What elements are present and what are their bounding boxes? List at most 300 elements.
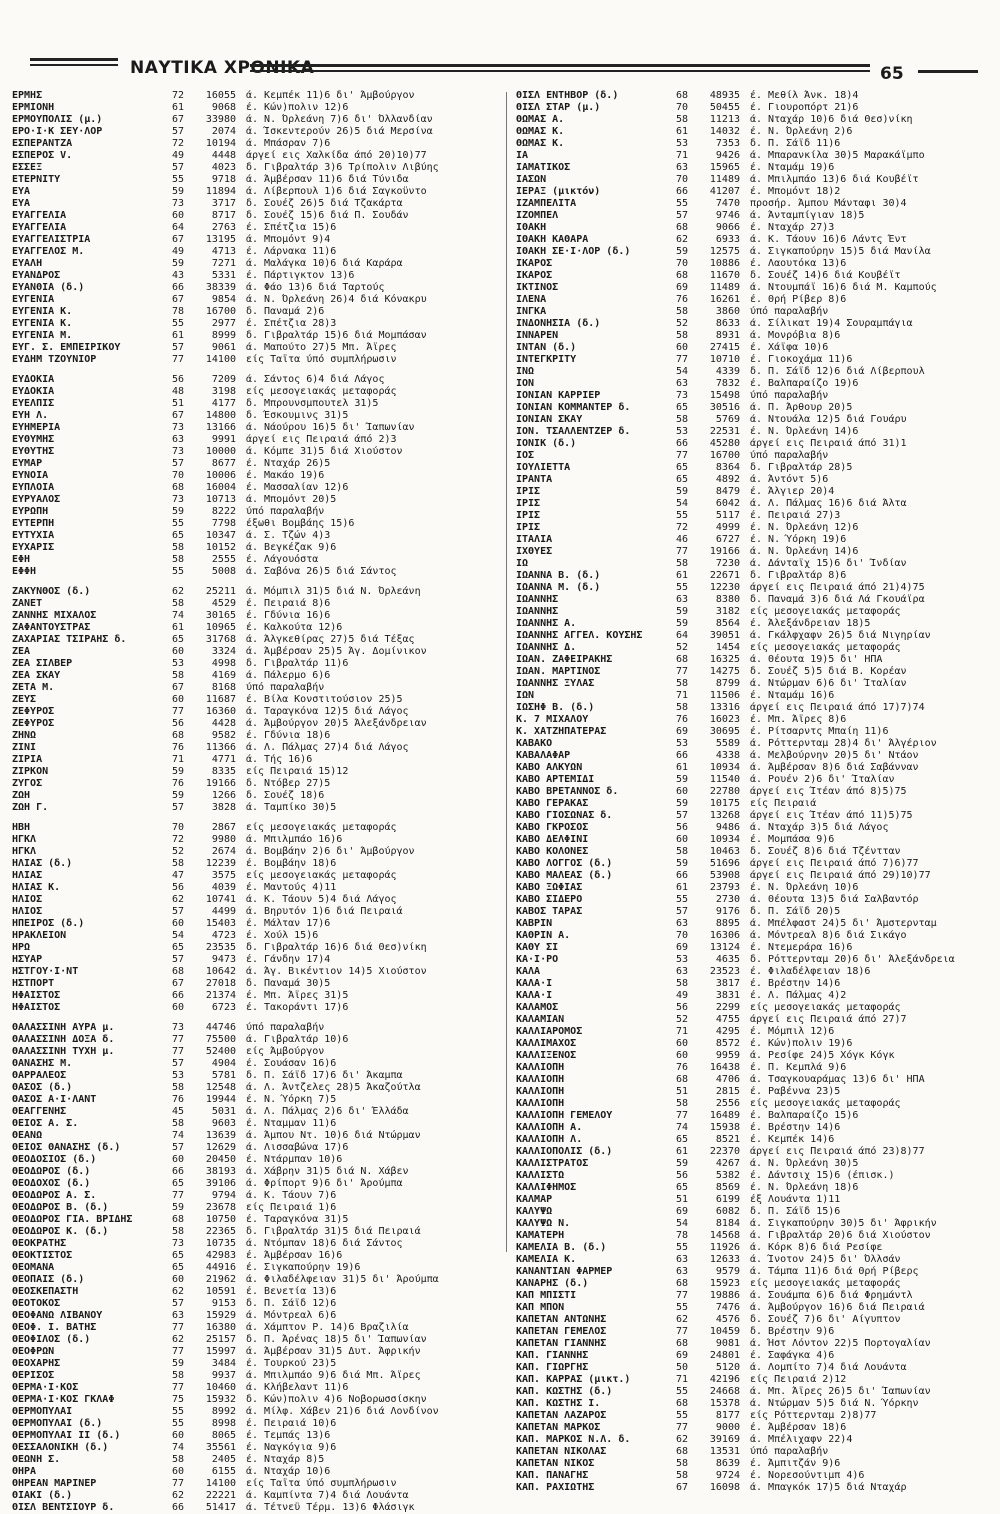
build-year: 52 (675, 318, 688, 329)
ship-status: ά. Άνταμπίγιαν 18)5 (750, 210, 865, 221)
ship-status: έ. Νταχάρ 27)3 (750, 222, 835, 233)
ship-status: είς Ρόττερνταμ 2)8)77 (750, 1410, 877, 1421)
ship-name: ΙΩ (516, 558, 529, 569)
ship-entry-row (516, 258, 984, 270)
tonnage: 5589 (715, 738, 740, 749)
ship-name: ΘΕΟΦ. Ι. ΒΑΤΗΣ (12, 1322, 97, 1333)
tonnage: 10750 (205, 1214, 236, 1225)
build-year: 58 (171, 1226, 184, 1237)
ship-entry-row (12, 694, 480, 706)
build-year: 68 (675, 654, 688, 665)
ship-status: προσήρ. Άμπου Μάνταφι 30)4 (750, 198, 907, 209)
build-year: 51 (675, 1086, 688, 1097)
ship-entry-row (516, 1038, 984, 1050)
ship-entry-row (12, 174, 480, 186)
tonnage: 9582 (211, 730, 236, 741)
tonnage: 7470 (715, 198, 740, 209)
ship-status: δ. Γιβραλτάρ 28)5 (750, 462, 853, 473)
ship-status: άργεί εις Πειραιά άπό 2)3 (246, 434, 397, 445)
build-year: 65 (675, 462, 688, 473)
ship-entry-row (516, 1146, 984, 1158)
build-year: 73 (171, 1022, 184, 1033)
ship-status: έ. Νταμάμ 19)6 (750, 162, 835, 173)
tonnage: 35561 (205, 1442, 236, 1453)
tonnage: 12239 (205, 858, 236, 869)
ship-name: ΗΠΕΙΡΟΣ (δ.) (12, 918, 85, 929)
ship-entry-row (12, 398, 480, 410)
ship-status: έ. Ν. Όρλεάνη 2)6 (750, 126, 853, 137)
ship-entry-row (12, 1262, 480, 1274)
tonnage: 19166 (205, 778, 236, 789)
ship-status: ά. Ρεσίφε 24)5 Χόγκ Κόγκ (750, 1050, 895, 1061)
ship-status: ά. Νταχάρ 10)6 (246, 1466, 331, 1477)
ship-name: ΘΕΡΜΑ·Ι·ΚΟΣ (12, 1382, 79, 1393)
tonnage: 27018 (205, 978, 236, 989)
ship-status: δ. Κών)πολιν 4)6 Νοβορωσσίσκην (246, 1394, 427, 1405)
ship-status: ά. Μπάσραν 7)6 (246, 138, 331, 149)
build-year: 57 (171, 954, 184, 965)
ship-entry-row (516, 390, 984, 402)
ship-name: ΕΥΤΕΡΠΗ (12, 518, 55, 529)
build-year: 77 (171, 354, 184, 365)
tonnage: 8799 (715, 678, 740, 689)
ship-entry-row (516, 1422, 984, 1434)
build-year: 66 (675, 870, 688, 881)
ship-name: ΚΑΠΕΤΑΝ ΝΙΚΟΣ (516, 1458, 595, 1469)
tonnage: 22365 (205, 1226, 236, 1237)
ship-name: ΙΡΙΣ (516, 522, 541, 533)
tonnage: 39106 (205, 1178, 236, 1189)
ship-name: ΚΑΠ. ΠΑΝΑΓΗΣ (516, 1470, 589, 1481)
ship-status: έ. Βαλπαραίζο 19)6 (750, 378, 859, 389)
build-year: 71 (675, 1374, 688, 1385)
build-year: 68 (675, 1446, 688, 1457)
build-year: 58 (171, 598, 184, 609)
ship-entry-row (516, 594, 984, 606)
tonnage: 9724 (715, 1470, 740, 1481)
ship-entry-row (12, 1070, 480, 1082)
ship-entry-row (12, 1226, 480, 1238)
ship-status: έ. Πειραιά 10)6 (246, 1418, 337, 1429)
tonnage: 4295 (715, 1026, 740, 1037)
build-year: 61 (171, 102, 184, 113)
ship-entry-row (516, 774, 984, 786)
tonnage: 4576 (715, 1314, 740, 1325)
ship-name: ΘΑΣΟΣ Α·Ι·ΛΑΝΤ (12, 1094, 97, 1105)
ship-name: ΕΣΣΕΞ (12, 162, 43, 173)
ship-entry-row (12, 822, 480, 834)
tonnage: 2763 (211, 222, 236, 233)
ship-status: ά. Μπομόντ 9)4 (246, 234, 331, 245)
build-year: 60 (171, 646, 184, 657)
ship-name: ΘΕΟΧΑΡΗΣ (12, 1358, 61, 1369)
build-year: 58 (675, 306, 688, 317)
ship-entry-row (12, 1058, 480, 1070)
ship-status: έ. Π. Κεμπλά 9)6 (750, 1062, 847, 1073)
ship-name: ΖΙΝΙ (12, 742, 37, 753)
ship-name: ΚΑΠ. ΚΩΣΤΗΣ (δ.) (516, 1386, 613, 1397)
ship-name: ΗΡΑΚΛΕΙΟΝ (12, 930, 67, 941)
ship-entry-row (516, 1230, 984, 1242)
ship-name: ΘΕΟΔΩΡΟΣ Β. (δ.) (12, 1202, 109, 1213)
ship-entry-row (12, 1178, 480, 1190)
ship-status: δ. Π. Άρένας 18)5 δι' Ίαπωνίαν (246, 1334, 427, 1345)
tonnage: 11894 (205, 186, 236, 197)
ship-status: δ. Γιβραλτάρ 11)6 (246, 658, 349, 669)
ship-status: έ. Ρίτσαρντς Μπαίη 11)6 (750, 726, 889, 737)
ship-name: ΕΥΓΕΝΙΑ (12, 294, 55, 305)
build-year: 77 (171, 1322, 184, 1333)
ship-entry-row (516, 654, 984, 666)
ship-status: ά. Ντόμπαν 18)6 διά Σάντος (246, 1238, 403, 1249)
ship-name: ΙΩΑΝΝΗΣ ΑΓΓΕΛ. ΚΟΥΣΗΣ (516, 630, 643, 641)
ship-entry-row (516, 990, 984, 1002)
ship-name: ΗΛΙΑΣ (12, 870, 43, 881)
tonnage: 45280 (709, 438, 740, 449)
ship-entry-row (516, 1182, 984, 1194)
ship-name: ΚΑΛΛΙΞΕΝΟΣ (516, 1050, 577, 1061)
ship-name: ΕΥΑΓΓΕΛΙΑ (12, 210, 67, 221)
ship-name: ΚΑΠΕΤΑΝ ΓΕΜΕΛΟΣ (516, 1326, 607, 1337)
tonnage: 3182 (715, 606, 740, 617)
ship-name: ΙΑΣΩΝ (516, 174, 547, 185)
ship-status: ά. Μπέλφαστ 24)5 δι' Άμστερνταμ (750, 918, 937, 929)
tonnage: 3484 (211, 1358, 236, 1369)
build-year: 66 (675, 186, 688, 197)
ship-status: ά. Σίλικατ 19)4 Σουραμπάγια (750, 318, 913, 329)
build-year: 60 (171, 210, 184, 221)
ship-entry-row (516, 330, 984, 342)
ship-entry-row (12, 1094, 480, 1106)
build-year: 71 (171, 754, 184, 765)
tonnage: 42983 (205, 1250, 236, 1261)
ship-entry-row (516, 186, 984, 198)
ship-name: ΖΑΚΥΝΘΟΣ (δ.) (12, 586, 91, 597)
publication-title: ΝΑΥΤΙΚΑ ΧΡΟΝΙΚΑ (130, 58, 315, 78)
build-year: 58 (675, 702, 688, 713)
ship-entry-row (516, 1242, 984, 1254)
build-year: 57 (171, 1298, 184, 1309)
ship-status: ά. Σαβόνα 26)5 διά Σάντος (246, 566, 397, 577)
ship-name: ΘΕΟΣΚΕΠΑΣΤΗ (12, 1286, 79, 1297)
ship-status: έ. Πάρτιγκτον 13)6 (246, 270, 355, 281)
ship-name: ΙΖΟΜΠΕΛ (516, 210, 559, 221)
build-year: 65 (675, 402, 688, 413)
build-year: 66 (171, 990, 184, 1001)
ship-status: ά. Κ. Τάουν 7)6 (246, 1190, 337, 1201)
ship-name: ΚΑΛΛΙΟΠΗ (516, 1086, 565, 1097)
ship-status: δ. Σουέζ 14)6 διά Κουβέϊτ (750, 270, 901, 281)
ship-name: ΚΑΝΑΝΤΙΑΝ ΦΑΡΜΕΡ (516, 1266, 613, 1277)
tonnage: 11213 (709, 114, 740, 125)
ship-entry-row (12, 846, 480, 858)
tonnage: 38339 (205, 282, 236, 293)
ship-name: ΖΙΡΙΑ (12, 754, 43, 765)
ship-name: ΙΑΜΑΤΙΚΟΣ (516, 162, 571, 173)
ship-name: ΖΑΦΑΝΤΟΥΣΤΡΑΣ (12, 622, 91, 633)
build-year: 49 (675, 990, 688, 1001)
tonnage: 3717 (211, 198, 236, 209)
ship-status: ά. Μαλάγκα 10)6 διά Καράρα (246, 258, 403, 269)
ship-name: ΙΟΝ (516, 378, 535, 389)
tonnage: 10000 (205, 446, 236, 457)
ship-status: έ. Άμβέρσαν 16)6 (246, 1250, 343, 1261)
build-year: 61 (675, 762, 688, 773)
ship-entry-row (516, 894, 984, 906)
ship-status: έ. Χάϊφα 10)6 (750, 342, 829, 353)
ship-entry-row (516, 786, 984, 798)
ship-status: έ. Μάλταν 17)6 (246, 918, 331, 929)
build-year: 65 (171, 1178, 184, 1189)
tonnage: 14100 (205, 354, 236, 365)
ship-name: ΙΘΑΚΗ ΚΑΘΑΡΑ (516, 234, 589, 245)
ship-entry-row (12, 834, 480, 846)
tonnage: 23793 (709, 882, 740, 893)
ship-entry-row (12, 354, 480, 366)
ship-status: είς Ταΐτα ύπό συμπλήρωσιν (246, 354, 397, 365)
ship-entry-row (12, 374, 480, 386)
ship-entry-row (516, 1434, 984, 1446)
tonnage: 3324 (211, 646, 236, 657)
ship-name: ΘΕΟΦΑΝΩ ΛΙΒΑΝΟΥ (12, 1310, 103, 1321)
ship-name: ΘΕΑΝΩ (12, 1130, 43, 1141)
ship-entry-row (516, 558, 984, 570)
ship-name: ΖΕΤΑ Μ. (12, 682, 55, 693)
ship-status: ά. Λ. Πάλμας 16)6 διά Άλτα (750, 498, 907, 509)
tonnage: 4723 (211, 930, 236, 941)
ship-entry-row (12, 482, 480, 494)
ship-entry-row (12, 718, 480, 730)
build-year: 62 (171, 894, 184, 905)
tonnage: 7271 (211, 258, 236, 269)
tonnage: 9603 (211, 1118, 236, 1129)
tonnage: 15923 (709, 1278, 740, 1289)
ship-status: έ. Άλγιερ 20)4 (750, 486, 835, 497)
ship-name: ΚΑΛΑΜΟΣ (516, 1002, 559, 1013)
ship-status: έ. Δάντσιχ 15)6 (έπισκ.) (750, 1170, 895, 1181)
ship-name: ΗΛΙΟΣ (12, 906, 43, 917)
ship-name: ΘΕΙΟΣ ΘΑΝΑΣΗΣ (δ.) (12, 1142, 121, 1153)
ship-entry-row (516, 762, 984, 774)
tonnage: 15938 (709, 1122, 740, 1133)
tonnage: 8569 (715, 1182, 740, 1193)
tonnage: 11670 (709, 270, 740, 281)
ship-status: δ. Π. Σάϊδ 11)6 (750, 138, 841, 149)
tonnage: 5382 (715, 1170, 740, 1181)
tonnage: 8998 (211, 1418, 236, 1429)
build-year: 68 (675, 222, 688, 233)
ship-entry-row (12, 942, 480, 954)
build-year: 66 (171, 1166, 184, 1177)
tonnage: 22531 (709, 426, 740, 437)
ship-status: έ. Τακοράντι 17)6 (246, 1002, 349, 1013)
ship-entry-row (516, 942, 984, 954)
tonnage: 7476 (715, 1302, 740, 1313)
tonnage: 25157 (205, 1334, 236, 1345)
ship-status: έ. Ν. Όρλεάνη 10)6 (750, 882, 859, 893)
ship-entry-row (516, 366, 984, 378)
ship-entry-row (12, 258, 480, 270)
ship-status: ά. Λομπίτο 7)4 διά Λουάντα (750, 1362, 907, 1373)
ship-status: ά. Μόντρεαλ 8)6 διά Σικάγο (750, 930, 907, 941)
ship-entry-row (12, 882, 480, 894)
ship-entry-row (12, 294, 480, 306)
ship-entry-row (12, 1130, 480, 1142)
ship-status: δ. Βρέστην 9)6 (750, 1326, 835, 1337)
ship-entry-row (12, 1106, 480, 1118)
ship-status: ά. Νταχάρ 10)6 διά Θεσ)νίκη (750, 114, 913, 125)
ship-status: ά. Νάούρου 16)5 δι' Ίαπωνίαν (246, 422, 415, 433)
ship-name: ΕΦΗ (12, 554, 31, 565)
ship-name: ΙΖΑΜΠΕΛΙΤΑ (516, 198, 577, 209)
build-year: 60 (675, 834, 688, 845)
build-year: 47 (171, 870, 184, 881)
ship-entry-row (12, 1250, 480, 1262)
ship-entry-row (12, 1406, 480, 1418)
ship-status: δ. Σουέζ 5)5 διά Β. Κορέαν (750, 666, 907, 677)
ship-name: ΘΗΡΕΑΝ ΜΑΡΙΝΕΡ (12, 1478, 97, 1489)
tonnage: 8335 (211, 766, 236, 777)
ship-status: είς μεσογειακάς μεταφοράς (750, 1002, 901, 1013)
build-year: 65 (171, 530, 184, 541)
build-year: 62 (675, 1314, 688, 1325)
ship-name: ΕΥΑΓΓΕΛΙΣΤΡΙΑ (12, 234, 91, 245)
ship-status: δ. Παναμά 2)6 (246, 306, 325, 317)
ship-entry-row (516, 1362, 984, 1374)
build-year: 68 (675, 1074, 688, 1085)
ship-name: ΙΟΝ. ΤΣΑΛΛΕΝΤΖΕΡ δ. (516, 426, 631, 437)
build-year: 55 (675, 1302, 688, 1313)
ship-status: ά. Μπιλμπάο 9)6 διά Μπ. Άϊρες (246, 1370, 421, 1381)
build-year: 63 (675, 918, 688, 929)
tonnage: 4529 (211, 598, 236, 609)
ship-entry-row (12, 198, 480, 210)
build-year: 58 (675, 330, 688, 341)
build-year: 55 (171, 1406, 184, 1417)
ship-status: ά. Κ. Τάουν 16)6 Λάντς Έντ (750, 234, 907, 245)
build-year: 66 (675, 438, 688, 449)
ship-status: ά. Άλγκεθίρας 27)5 διά Τέξας (246, 634, 415, 645)
tonnage: 2405 (211, 1454, 236, 1465)
tonnage: 3198 (211, 386, 236, 397)
ship-status: έ. Άλεξάνδρειαν 18)5 (750, 618, 871, 629)
ship-status: έ. Σουάσαν 16)6 (246, 1058, 337, 1069)
ship-status: έ. Γιουροπόρτ 21)6 (750, 102, 859, 113)
ship-entry-row (516, 426, 984, 438)
ship-status: έ. Ταραγκόνα 31)5 (246, 1214, 349, 1225)
ship-name: ΙΩΑΝΝΑ Μ. (δ.) (516, 582, 601, 593)
ship-entry-row (12, 742, 480, 754)
ship-status: ά. Νταχάρ 3)5 διά Λάγος (750, 822, 889, 833)
ship-entry-row (12, 1442, 480, 1454)
ship-name: ΘΕΟΜΑΝΑ (12, 1262, 55, 1273)
build-year: 75 (171, 1394, 184, 1405)
ship-name: ΙΘΑΚΗ (516, 222, 547, 233)
tonnage: 3817 (715, 978, 740, 989)
ship-name: ΗΣΥΑΡ (12, 954, 43, 965)
ship-name: ΕΣΠΕΡΟΣ V. (12, 150, 73, 161)
ship-entry-row (12, 1334, 480, 1346)
ship-name: ΚΑΒΟ ΣΙΔΕΡΟ (516, 894, 583, 905)
section-gap (12, 366, 480, 374)
ship-name: ΘΕΡΜΟΠΥΛΑΙ (12, 1406, 73, 1417)
ship-status: έ. Μπομόντ 18)2 (750, 186, 841, 197)
ship-name: ΚΑΛΛΙΦΗΜΟΣ (516, 1182, 577, 1193)
ship-entry-row (516, 978, 984, 990)
ship-name: ΘΕΟΚΤΙΣΤΟΣ (12, 1250, 73, 1261)
ship-status: έ. Μακάο 19)6 (246, 470, 325, 481)
ship-entry-row (516, 1026, 984, 1038)
build-year: 77 (675, 1326, 688, 1337)
ship-status: ά. Μπομόντ 20)5 (246, 494, 337, 505)
build-year: 61 (171, 330, 184, 341)
tonnage: 1266 (211, 790, 236, 801)
ship-entry-row (12, 542, 480, 554)
ship-entry-row (516, 822, 984, 834)
build-year: 57 (171, 126, 184, 137)
build-year: 73 (171, 1238, 184, 1249)
tonnage: 8639 (715, 1458, 740, 1469)
ship-status: έ. Ν. Ύόρκη 7)5 (246, 1094, 337, 1105)
ship-entry-row (12, 282, 480, 294)
tonnage: 14568 (709, 1230, 740, 1241)
ship-entry-row (12, 1394, 480, 1406)
ship-status: ά. Λ. Άντζελες 28)5 Άκαζούτλα (246, 1082, 421, 1093)
ship-entry-row (12, 90, 480, 102)
ship-name: ΕΥΤΥΧΙΑ (12, 530, 55, 541)
ship-name: ΙΩΑΝ. ΜΑΡΤΙΝΟΣ (516, 666, 601, 677)
ship-entry-row (12, 222, 480, 234)
build-year: 59 (675, 858, 688, 869)
build-year: 58 (675, 414, 688, 425)
ship-status: έ. Μόμπιλ 12)6 (750, 1026, 835, 1037)
ship-name: ΚΑΝΑΡΗΣ (δ.) (516, 1278, 589, 1289)
build-year: 60 (171, 1274, 184, 1285)
ship-status: ά. Γκάλφχαφν 26)5 διά Νιγηρίαν (750, 630, 931, 641)
ship-name: ΗΓΚΛ (12, 834, 37, 845)
ship-name: ΕΥΑ (12, 198, 31, 209)
ship-entry-row (12, 598, 480, 610)
build-year: 62 (171, 1286, 184, 1297)
ship-entry-row (516, 702, 984, 714)
ship-status: είς μεσογειακάς μεταφοράς (246, 870, 397, 881)
tonnage: 8380 (715, 594, 740, 605)
ship-entry-row (516, 906, 984, 918)
ship-name: ΚΑΠ. ΓΙΑΝΝΗΣ (516, 1350, 589, 1361)
ship-name: ΕΥΜΑΡ (12, 458, 43, 469)
ship-status: δ. Π. Σάϊδ 17)6 δι' Άκαμπα (246, 1070, 403, 1081)
ship-status: έ. Σπέτζια 15)6 (246, 222, 337, 233)
ship-status: έ. Φιλαδέλφειαν 18)6 (750, 966, 871, 977)
tonnage: 13195 (205, 234, 236, 245)
ship-status: ά. Πάλερμο 6)6 (246, 670, 331, 681)
ship-entry-row (516, 714, 984, 726)
tonnage: 16489 (709, 1110, 740, 1121)
ship-status: ά. Άγ. Βικέντιον 14)5 Χιούστον (246, 966, 427, 977)
ship-status: ά. Άμβούργον 20)5 Άλεξάνδρειαν (246, 718, 427, 729)
ship-status: ά. Άμβέρσαν 11)6 διά Τύνιδα (246, 174, 409, 185)
tonnage: 13268 (709, 810, 740, 821)
ship-entry-row (516, 1374, 984, 1386)
tonnage: 4706 (715, 1074, 740, 1085)
ship-entry-row (516, 1470, 984, 1482)
tonnage: 9718 (211, 174, 236, 185)
ship-entry-row (516, 342, 984, 354)
ship-entry-row (516, 138, 984, 150)
ship-status: ά. Λ. Πάλμας 2)6 δι' Έλλάδα (246, 1106, 409, 1117)
ship-status: ά. Άμβέρσαν 31)5 Δυτ. Άφρικήν (246, 1346, 421, 1357)
ship-status: δ. Γιβραλτάρ 3)6 Τρίπολιν Λιβύης (246, 162, 439, 173)
